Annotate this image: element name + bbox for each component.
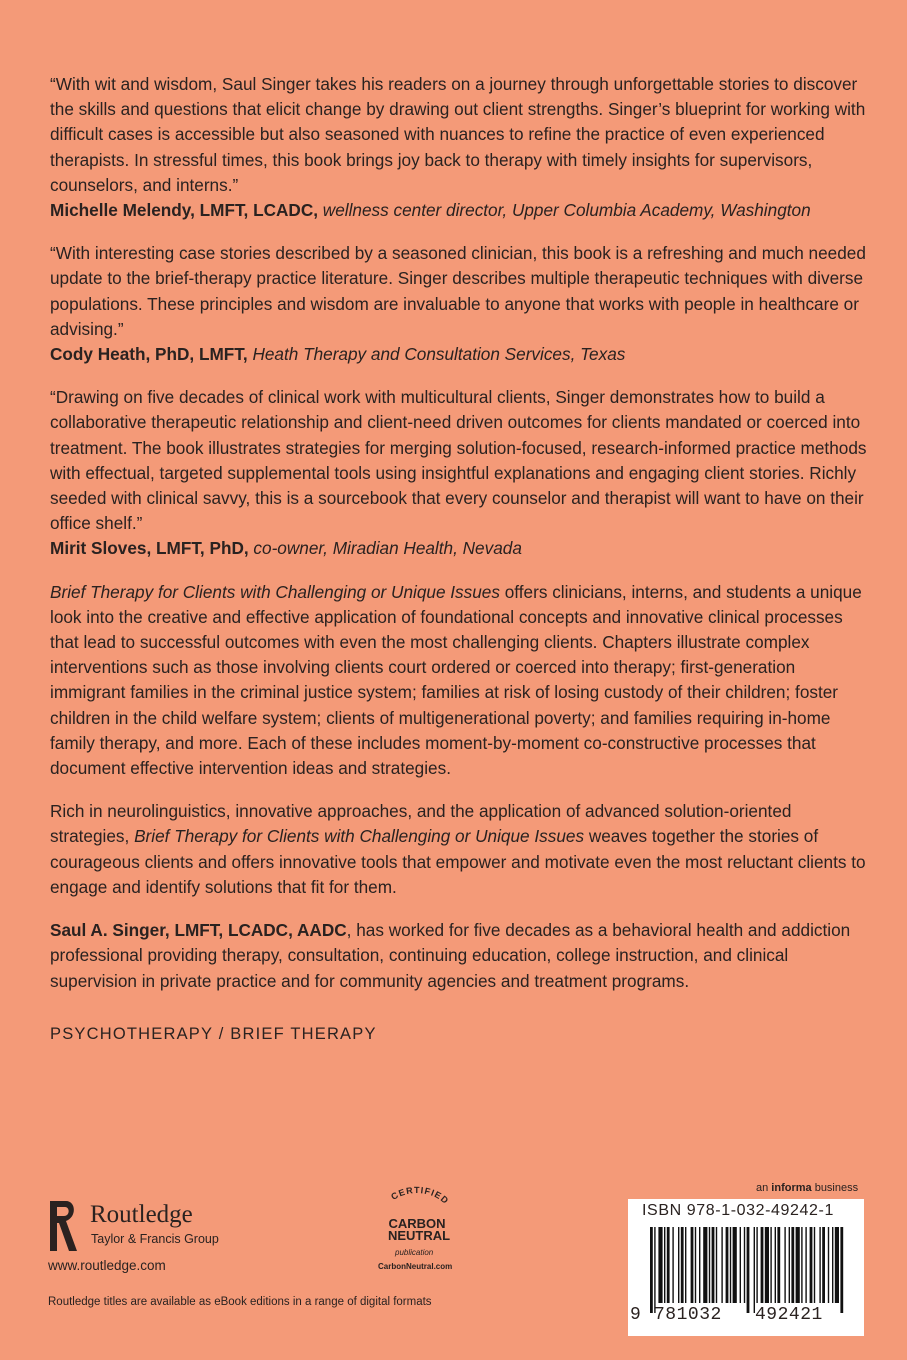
barcode-bar [761,1227,764,1303]
author-bio-text: , has worked for five decades as a behavioral health and addiction professional providing therapy, consultation, continuing education, college instruction, and clinical supervision in private practice and for community agencies and treatment programs. [50,920,851,991]
author-name: Saul A. Singer, LMFT, LCADC, AADC [50,920,347,941]
publisher-name: Routledge [90,1201,193,1228]
review-2 [50,241,870,367]
reviewer-affiliation: Heath Therapy and Consultation Services, Texas [252,344,626,365]
barcode-bar [726,1227,729,1303]
barcode-bar [712,1227,715,1303]
barcode-bar [678,1227,679,1303]
carbon-main-2: NEUTRAL [387,1228,451,1243]
informa-suffix: business [811,1182,859,1194]
barcode-bar [765,1227,769,1303]
barcode-bar [754,1227,755,1313]
informa-name: informa [771,1182,812,1194]
barcode-bar [822,1227,825,1303]
informa-prefix: an [756,1182,772,1194]
barcode-bar [810,1227,813,1303]
barcode-bar [819,1227,820,1303]
barcode-bar [672,1227,673,1303]
svg-text:CERTIFIED [389,1185,451,1206]
description-text: offers clinicians, interns, and students a unique look into the creative and effective application of foundational concepts and innovative clinical processes that lead to successful outcomes with even the most challenging clients. Chapters illustrate complex interventions such as those involving clients court ordered or coerced into therapy; first-generation immigrant families in the criminal justice system; families at risk of losing custody of their children; foster children in the child welfare system; clients of multigenerational poverty; and families requiring in-home family therapy, and more. Each of these includes moment-by-moment co-constructive processes that document effective intervention ideas and strategies. [50,581,862,779]
barcode-digits-left: 781032 [654,1305,722,1325]
barcode-bar [691,1227,694,1303]
barcode-bar [775,1227,776,1303]
reviewer-name: Cody Heath, PhD, LMFT, [50,344,248,365]
description-text: weaves together the stories of courageous clients and offers innovative tools that empower and motivate even the most reluctant clients to engage and identify solutions that fit for them. [50,826,866,897]
barcode-bar [805,1227,806,1303]
barcode-bar [796,1227,800,1303]
carbon-neutral-logo [370,1176,465,1276]
description-paragraph-1 [50,580,870,782]
ebook-note: Routledge titles are available as eBook editions in a range of digital formats [48,1296,432,1308]
review-1 [50,72,870,223]
barcode-bar [770,1227,771,1303]
reviewer-affiliation: co-owner, Miradian Health, Nevada [253,538,522,559]
barcode-bar [709,1227,710,1303]
barcode-bar [681,1227,684,1303]
barcode-bar [835,1227,839,1303]
barcode-bar [747,1227,750,1313]
publisher-url[interactable]: www.routledge.com [48,1258,166,1273]
carbon-publication-text: publication [395,1248,434,1257]
cover-footer [0,1170,907,1360]
review-3 [50,385,870,561]
barcode-bar [791,1227,794,1303]
isbn-barcode-box [628,1199,864,1336]
barcode-bar [685,1227,686,1303]
description-paragraph-2 [50,799,870,900]
barcode-bar [840,1227,843,1313]
barcode-bar [699,1227,700,1303]
barcode-digit-first: 9 [630,1305,642,1325]
book-title: Brief Therapy for Clients with Challenging or Unique Issues [134,826,585,847]
review-attribution [50,342,870,367]
barcode-bar [784,1227,785,1303]
reviewer-name: Michelle Melendy, LMFT, LCADC, [50,200,319,221]
barcode-bar [658,1227,662,1303]
carbon-certified-text: CERTIFIED [389,1185,451,1207]
barcode-bar [730,1227,731,1303]
barcode-bar [695,1227,696,1303]
barcode-bar [789,1227,790,1303]
barcode-bar [801,1227,802,1303]
barcode-digits-right: 492421 [755,1305,823,1325]
subject-category: PSYCHOTHERAPY / BRIEF THERAPY [50,1024,377,1043]
description-text: Rich in neurolinguistics, innovative approaches, and the application of advanced solution-oriented strategies, [50,801,792,847]
reviewer-name: Mirit Sloves, LMFT, PhD, [50,538,249,559]
barcode-bar [650,1227,653,1313]
barcode-bar [744,1227,745,1303]
publisher-tagline: Taylor & Francis Group [91,1232,219,1246]
barcode-bar [667,1227,670,1303]
review-attribution [50,536,870,561]
barcode-bar [814,1227,815,1303]
review-quote: “With wit and wisdom, Saul Singer takes his readers on a journey through unforgettable stories to discover the skills and questions that elicit change by drawing out client strengths. Singer’s blueprint for working with difficult cases is accessible but also seasoned with nuances to refine the practice of even experienced therapists. In stressful times, this book brings joy back to therapy with timely insights for supervisors, counselors, and interns.” [50,74,866,195]
barcode-bar [756,1227,757,1303]
barcode-bar [654,1227,655,1313]
carbon-url-text: CarbonNeutral.com [378,1262,453,1271]
author-bio [50,918,870,994]
back-cover-text [50,72,870,1047]
barcode-bar [664,1227,665,1303]
routledge-r-icon [48,1199,78,1253]
review-attribution [50,198,870,223]
barcode-bar [703,1227,707,1303]
isbn-label: ISBN 978-1-032-49242-1 [642,1202,834,1219]
book-title: Brief Therapy for Clients with Challenging or Unique Issues [50,581,500,602]
barcode-bar [832,1227,833,1303]
barcode-bar [733,1227,737,1303]
carbon-main-1: CARBON [388,1216,446,1231]
barcode-bar [740,1227,741,1303]
barcode-icon [636,1227,858,1313]
barcode-bar [721,1227,722,1303]
reviewer-affiliation: wellness center director, Upper Columbia Academy, Washington [322,200,811,221]
informa-tagline [756,1182,858,1194]
barcode-bar [716,1227,717,1303]
barcode-bar [777,1227,780,1303]
review-quote: “With interesting case stories described by a seasoned clinician, this book is a refreshing and much needed update to the brief-therapy practice literature. Singer describes multiple therapeutic techniques with diverse populations. These principles and wisdom are invaluable to anyone that works with people in healthcare or advising.” [50,243,866,339]
barcode-bar [828,1227,829,1303]
review-quote: “Drawing on five decades of clinical work with multicultural clients, Singer demonstrates how to build a collaborative therapeutic relationship and client-need driven outcomes for clients mandated or coerced into treatment. The book illustrates strategies for merging solution-focused, research-informed practice methods with effectual, targeted supplemental tools using insightful explanations and engaging client stories. Richly seeded with clinical savvy, this is a sourcebook that every counselor and therapist will want to have on their office shelf.” [50,387,867,534]
